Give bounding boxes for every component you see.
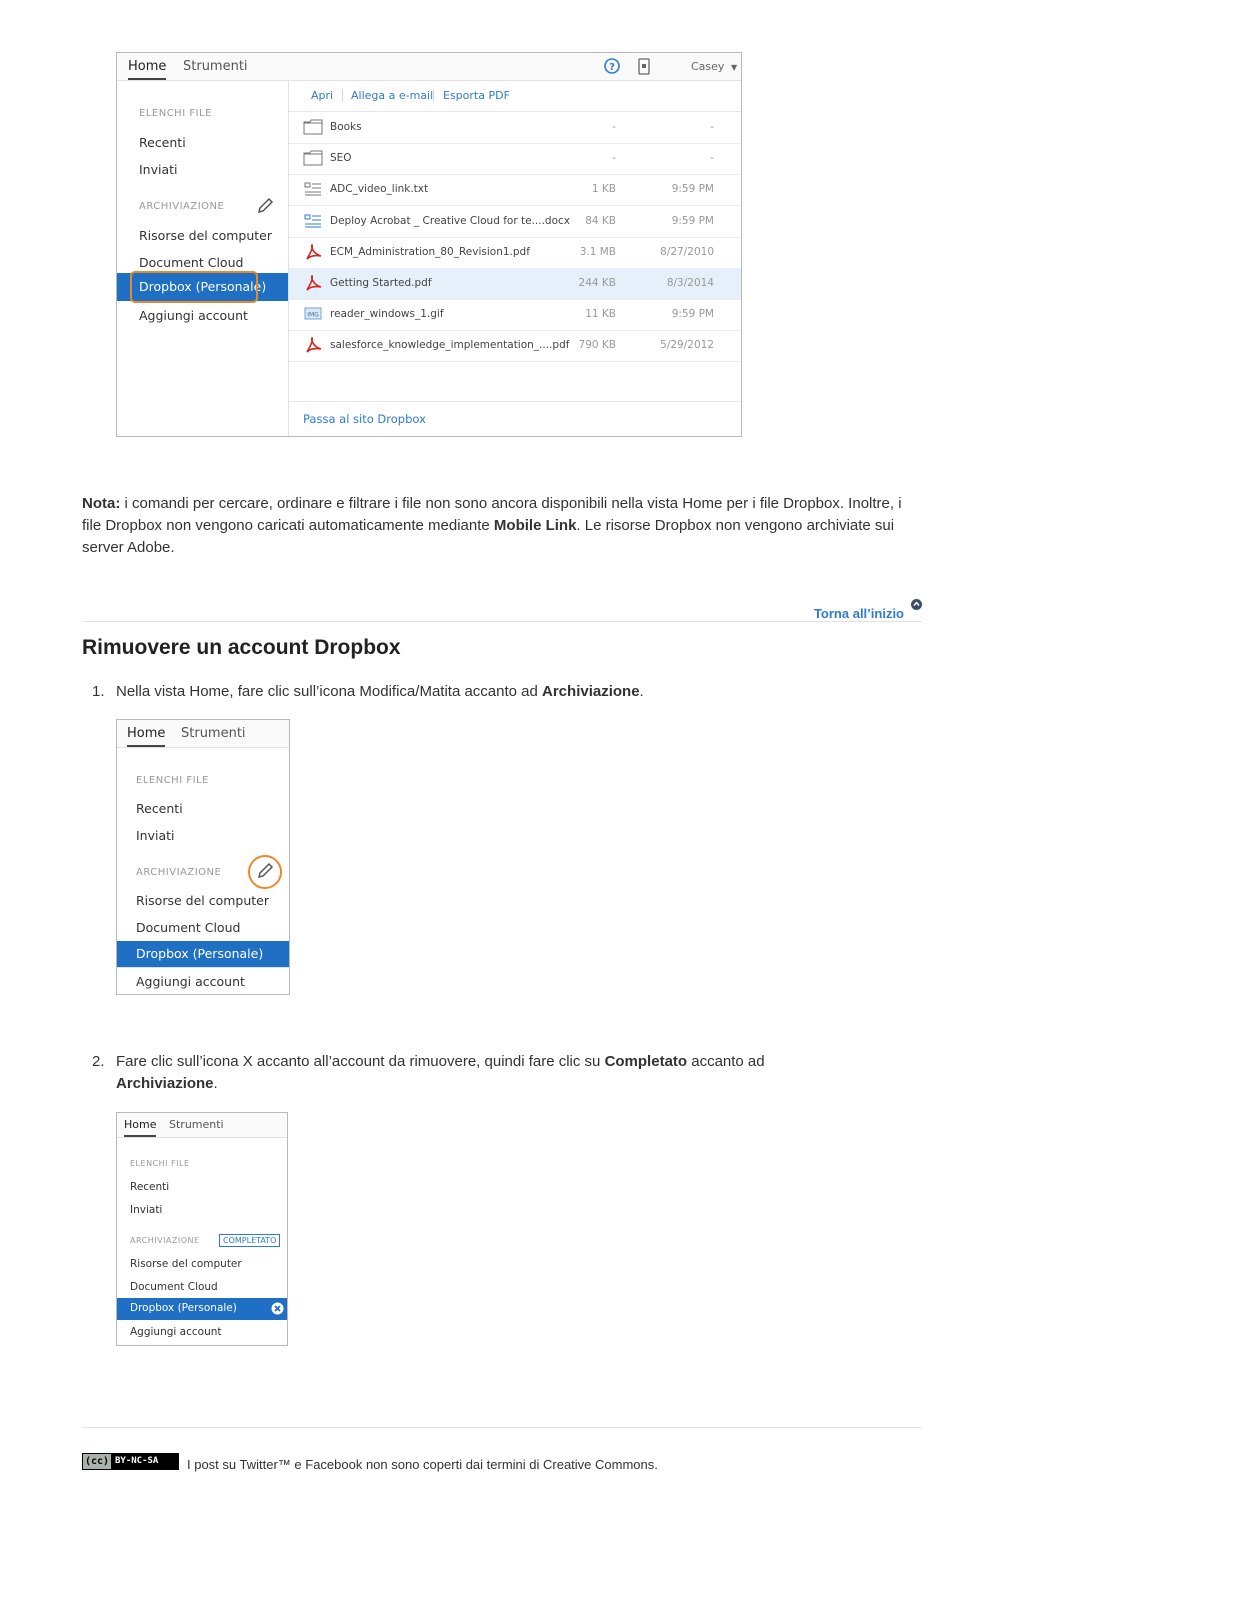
user-name: Casey: [691, 60, 725, 73]
top-bar: [117, 1113, 287, 1138]
step-number: 1.: [92, 683, 105, 700]
note-bold: Mobile Link: [493, 517, 577, 534]
sidebar-item-recent[interactable]: Recenti: [130, 1181, 170, 1193]
file-name: ECM_Administration_80_Revision1.pdf: [330, 245, 530, 258]
file-size: -: [612, 152, 616, 165]
pdf-icon: [303, 337, 323, 353]
sidebar-item-recent[interactable]: Recenti: [139, 135, 186, 150]
section-title: Rimuovere un account Dropbox: [82, 636, 401, 659]
file-size: 790 KB: [578, 339, 616, 352]
divider: [82, 621, 922, 622]
note-paragraph: [82, 493, 922, 559]
sidebar-item-label: Dropbox (Personale): [136, 946, 264, 961]
sidebar: [117, 80, 288, 436]
section-storage: ARCHIVIAZIONE: [139, 201, 225, 212]
back-to-top-link[interactable]: Torna all’inizio: [813, 606, 904, 621]
step-number: 2.: [92, 1053, 105, 1070]
divider: [433, 89, 434, 102]
user-menu[interactable]: [691, 60, 737, 73]
remove-account-icon[interactable]: [271, 1302, 284, 1315]
file-size: 1 KB: [591, 183, 616, 196]
sidebar-item-label: Dropbox (Personale): [130, 1302, 237, 1314]
file-date: -: [710, 121, 714, 133]
text-file-icon: [303, 181, 323, 197]
pencil-icon[interactable]: [256, 862, 274, 880]
file-row[interactable]: [289, 299, 741, 331]
step-text-part: Nella vista Home, fare clic sull’icona Modifica/Matita accanto ad: [116, 683, 543, 700]
file-size: 3.1 MB: [579, 245, 616, 258]
sidebar-item-computer[interactable]: Risorse del computer: [139, 228, 272, 243]
file-name: salesforce_knowledge_implementation_....pdf: [330, 339, 570, 352]
action-bar: [289, 80, 741, 112]
note-label: Nota:: [82, 495, 121, 512]
folder-icon: [303, 119, 323, 135]
export-pdf-button[interactable]: Esporta PDF: [443, 89, 510, 102]
divider: [117, 967, 289, 968]
pencil-icon[interactable]: [256, 197, 274, 215]
file-pane: [288, 80, 741, 436]
file-date: 9:59 PM: [671, 183, 714, 196]
file-row[interactable]: [289, 174, 741, 206]
file-size: 244 KB: [578, 277, 616, 289]
tab-home[interactable]: Home: [128, 59, 167, 74]
file-name: Books: [330, 121, 362, 133]
file-row[interactable]: [289, 112, 741, 144]
step-text: [116, 1051, 816, 1095]
highlight-outline: [130, 271, 258, 303]
screenshot-edit-storage: [116, 719, 290, 995]
open-button[interactable]: Apri: [311, 89, 334, 102]
file-size: -: [612, 121, 616, 133]
divider: [289, 401, 741, 402]
section-file-lists: ELENCHI FILE: [130, 1159, 190, 1168]
note-text: i comandi per cercare, ordinare e filtrare i file non sono ancora disponibili nella vista Home per i file Dropbox. Inoltre, i file Dropbox non vengono caricati automaticamente mediante: [82, 495, 902, 534]
note-text: . Le risorse Dropbox non vengono archiviate sui server Adobe.: [82, 517, 895, 556]
cc-logo: (cc): [84, 1456, 110, 1467]
done-button[interactable]: COMPLETATO: [219, 1234, 280, 1247]
file-row[interactable]: [289, 330, 741, 362]
file-name: reader_windows_1.gif: [330, 308, 444, 321]
sidebar-item-recent[interactable]: Recenti: [136, 801, 183, 816]
sidebar-item-computer[interactable]: Risorse del computer: [136, 893, 269, 908]
tab-home[interactable]: Home: [127, 726, 166, 741]
step-1: [92, 681, 852, 703]
sidebar-item-dropbox[interactable]: [117, 1298, 288, 1320]
sidebar-item-document-cloud[interactable]: Document Cloud: [139, 255, 244, 270]
file-row[interactable]: [289, 206, 741, 238]
arrow-up-icon[interactable]: [911, 597, 922, 608]
folder-icon: [303, 150, 323, 166]
help-icon[interactable]: [604, 58, 620, 74]
file-name: Deploy Acrobat _ Creative Cloud for te....docx: [330, 214, 570, 227]
screenshot-remove-account: [116, 1112, 288, 1346]
file-date: 8/27/2010: [660, 245, 714, 258]
divider: [342, 89, 343, 102]
svg-text:IMG: IMG: [307, 311, 319, 319]
pdf-icon: [303, 244, 323, 260]
file-name: SEO: [330, 152, 352, 165]
mobile-icon[interactable]: [638, 58, 650, 75]
dropbox-site-link[interactable]: Passa al sito Dropbox: [303, 412, 426, 426]
tab-home[interactable]: Home: [124, 1118, 157, 1131]
file-row[interactable]: [289, 143, 741, 175]
file-date: 5/29/2012: [660, 339, 714, 352]
cc-license-badge[interactable]: [82, 1453, 179, 1470]
screenshot-home-dropbox: [116, 52, 742, 437]
divider: [82, 1427, 922, 1428]
step-bold: Archiviazione: [116, 1075, 214, 1092]
step-text-part: .: [213, 1075, 218, 1092]
tab-tools[interactable]: Strumenti: [183, 59, 248, 74]
section-file-lists: ELENCHI FILE: [139, 108, 212, 119]
file-date: -: [710, 152, 714, 165]
section-file-lists: ELENCHI FILE: [136, 775, 209, 786]
image-file-icon: [303, 306, 323, 322]
attach-email-button[interactable]: Allega a e-mail: [351, 89, 434, 102]
pdf-icon: [303, 275, 323, 291]
doc-file-icon: [303, 213, 323, 229]
file-date: 9:59 PM: [671, 214, 714, 227]
step-bold: Completato: [604, 1053, 688, 1070]
section-storage: ARCHIVIAZIONE: [136, 867, 222, 878]
step-text-part: .: [639, 683, 644, 700]
file-name: Getting Started.pdf: [330, 277, 432, 289]
step-text: [116, 681, 816, 703]
file-date: 8/3/2014: [666, 277, 714, 289]
sidebar-item-sent[interactable]: Inviati: [130, 1204, 163, 1216]
file-row[interactable]: [289, 237, 741, 269]
tab-tools[interactable]: Strumenti: [181, 726, 246, 741]
sidebar-item-sent[interactable]: Inviati: [136, 828, 175, 843]
file-date: 9:59 PM: [671, 308, 714, 321]
step-bold: Archiviazione: [542, 683, 640, 700]
file-row[interactable]: [289, 268, 741, 300]
step-text-part: accanto ad: [687, 1053, 765, 1070]
sidebar-item-add-account[interactable]: Aggiungi account: [139, 308, 248, 323]
sidebar-item-document-cloud[interactable]: Document Cloud: [130, 1281, 218, 1293]
sidebar-item-add-account[interactable]: Aggiungi account: [130, 1326, 222, 1338]
chevron-down-icon: ▼: [730, 63, 738, 72]
top-bar: [117, 720, 289, 748]
file-size: 11 KB: [585, 308, 616, 321]
tab-tools[interactable]: Strumenti: [169, 1118, 224, 1131]
sidebar-item-computer[interactable]: Risorse del computer: [130, 1258, 242, 1270]
sidebar-item-sent[interactable]: Inviati: [139, 162, 178, 177]
svg-text:?: ?: [609, 62, 615, 73]
sidebar-item-document-cloud[interactable]: Document Cloud: [136, 920, 241, 935]
license-note: I post su Twitter™ e Facebook non sono coperti dai termini di Creative Commons.: [187, 1457, 658, 1472]
file-name: ADC_video_link.txt: [330, 183, 429, 196]
sidebar-item-add-account[interactable]: Aggiungi account: [136, 974, 245, 989]
section-storage: ARCHIVIAZIONE: [130, 1236, 200, 1245]
step-2: [92, 1051, 852, 1095]
step-text-part: Fare clic sull’icona X accanto all’account da rimuovere, quindi fare clic su: [116, 1053, 605, 1070]
license-type: BY-NC-SA: [115, 1456, 159, 1466]
top-bar: [117, 53, 741, 81]
sidebar-item-label: Dropbox (Personale): [139, 279, 267, 294]
file-size: 84 KB: [585, 214, 616, 227]
sidebar-item-dropbox[interactable]: [117, 941, 290, 967]
